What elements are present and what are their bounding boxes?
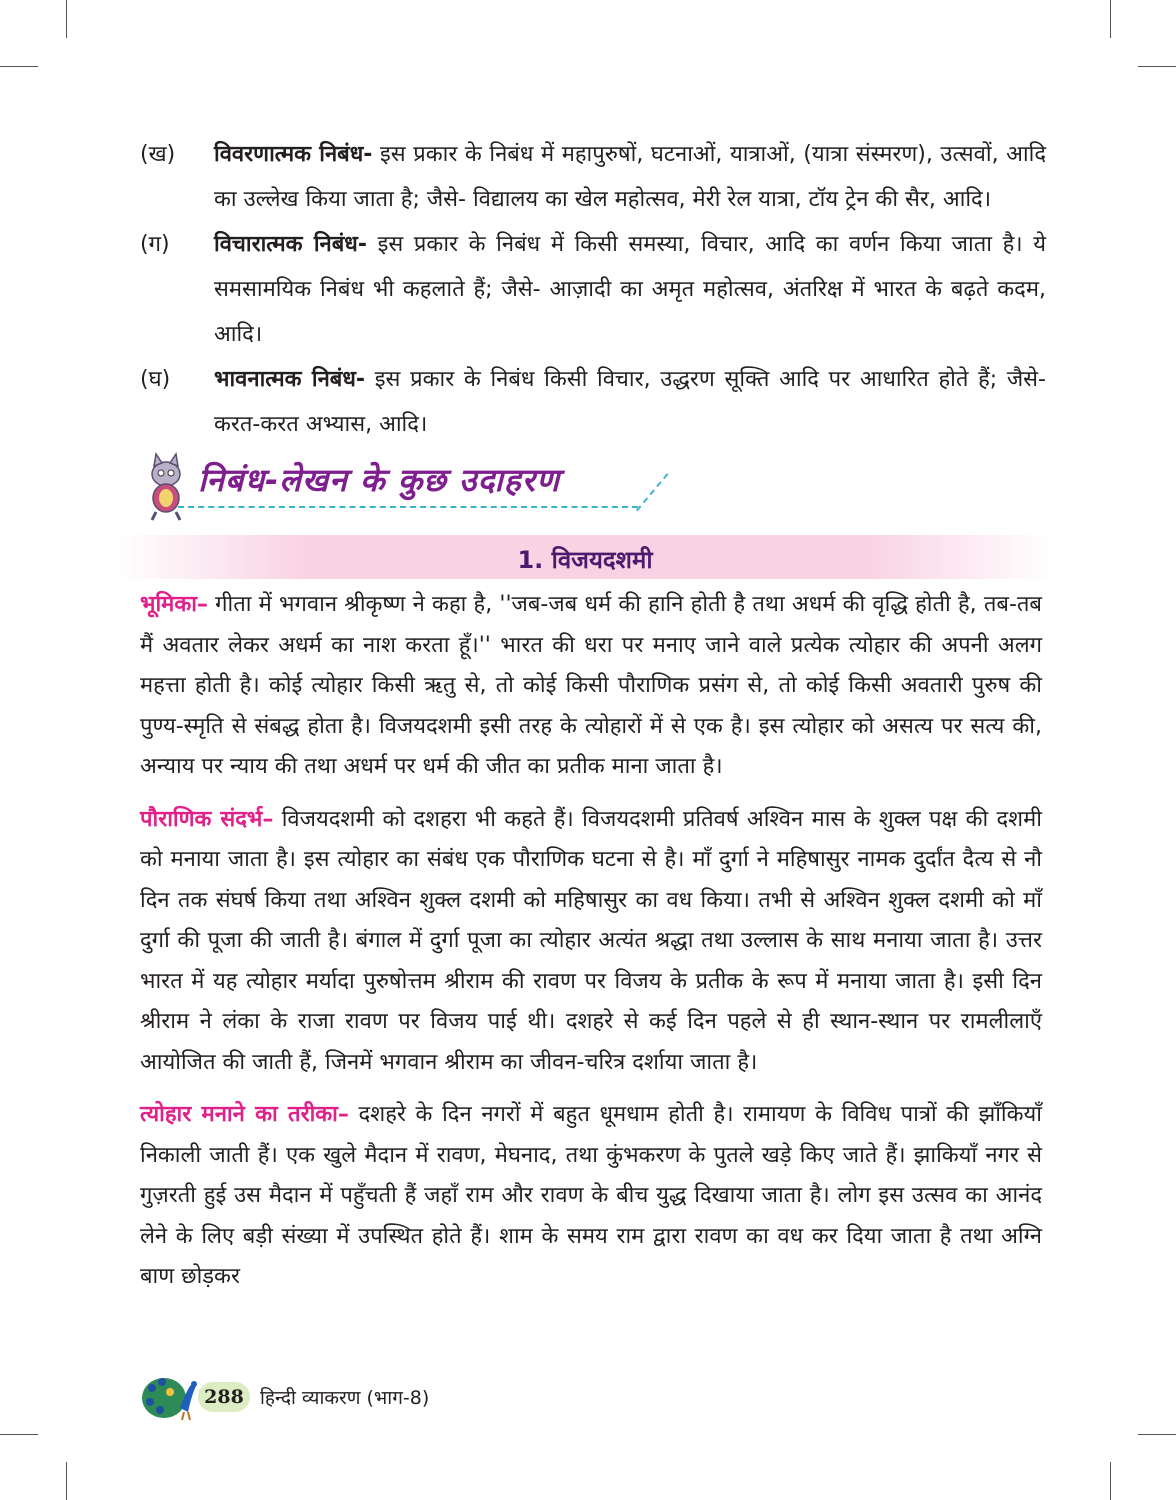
crop-mark bbox=[0, 1434, 38, 1435]
paragraph-text: दशहरे के दिन नगरों में बहुत धूमधाम होती है। रामायण के विविध पात्रों की झाँकियाँ निकाली जाती हैं। एक खुले मैदान में रावण, मेघनाद, तथा कुंभकरण के पुतले खड़े किए जाते हैं। झाकियाँ नगर से गुज़रती हुई उस मैदान में पहुँचती हैं जहाँ राम और रावण के बीच युद्ध दिखाया जाता है। लोग इस उत्सव का आनंद लेने के लिए बड़ी संख्या में उपस्थित होते हैं। शाम के समय राम द्वारा रावण का वध कर दिया जाता है तथा अग्नि बाण छोड़कर bbox=[140, 1102, 1042, 1289]
paragraph bbox=[140, 585, 1042, 788]
paragraph-text: विजयदशमी को दशहरा भी कहते हैं। विजयदशमी प्रतिवर्ष अश्विन मास के शुक्ल पक्ष की दशमी को मनाया जाता है। इस त्योहार का संबंध एक पौराणिक घटना से है। माँ दुर्गा ने महिषासुर नामक दुर्दांत दैत्य से नौ दिन तक संघर्ष किया तथा अश्विन शुक्ल दशमी को महिषासुर का वध किया। तभी से अश्विन शुक्ल दशमी को माँ दुर्गा की पूजा की जाती है। बंगाल में दुर्गा पूजा का त्योहार अत्यंत श्रद्धा तथा उल्लास के साथ मनाया जाता है। उत्तर भारत में यह त्योहार मर्यादा पुरुषोत्तम श्रीराम की रावण पर विजय के प्रतीक के रूप में मनाया जाता है। इसी दिन श्रीराम ने लंका के राजा रावण पर विजय पाई थी। दशहरे से कई दिन पहले से ही स्थान-स्थान पर रामलीलाएँ आयोजित की जाती हैं, जिनमें भगवान श्रीराम का जीवन-चरित्र दर्शाया जाता है। bbox=[140, 806, 1042, 1075]
list-text: इस प्रकार के निबंध में महापुरुषों, घटनाओं, यात्राओं, (यात्रा संस्मरण), उत्सवों, आदि का उल्लेख किया जाता है; जैसे- विद्यालय का खेल महोत्सव, मेरी रेल यात्रा, टॉय ट्रेन की सैर, आदि। bbox=[214, 142, 1047, 212]
cat-mascot-icon bbox=[138, 452, 194, 522]
crop-mark bbox=[1138, 1434, 1176, 1435]
list-item bbox=[140, 132, 1046, 222]
paragraph bbox=[140, 800, 1042, 1084]
crop-mark bbox=[1138, 66, 1176, 67]
list-marker: (ख) bbox=[140, 142, 176, 167]
book-title: हिन्दी व्याकरण (भाग-8) bbox=[260, 1387, 430, 1409]
essay-types-list bbox=[140, 132, 1046, 447]
list-item bbox=[140, 222, 1046, 357]
crop-mark bbox=[0, 66, 38, 67]
essay-body bbox=[140, 585, 1042, 1310]
list-text: इस प्रकार के निबंध में किसी समस्या, विचार, आदि का वर्णन किया जाता है। ये समसामयिक निबंध भी कहलाते हैं; जैसे- आज़ादी का अमृत महोत्सव, अंतरिक्ष में भारत के बढ़ते कदम, आदि। bbox=[214, 232, 1046, 347]
page-footer bbox=[140, 1372, 540, 1422]
list-term: भावनात्मक निबंध- bbox=[214, 367, 366, 392]
list-item bbox=[140, 357, 1046, 447]
peacock-icon bbox=[140, 1372, 202, 1422]
banner-title: निबंध-लेखन के कुछ उदाहरण bbox=[198, 461, 560, 499]
crop-mark bbox=[66, 0, 67, 38]
paragraph-lead: त्योहार मनाने का तरीका– bbox=[140, 1102, 349, 1127]
essay-title: 1. विजयदशमी bbox=[517, 546, 653, 574]
list-term: विचारात्मक निबंध- bbox=[214, 232, 367, 257]
crop-mark bbox=[1110, 1462, 1111, 1500]
list-term: विवरणात्मक निबंध- bbox=[214, 142, 373, 167]
crop-mark bbox=[1110, 0, 1111, 38]
banner-underline bbox=[178, 506, 638, 508]
paragraph-lead: पौराणिक संदर्भ– bbox=[140, 806, 274, 832]
paragraph-lead: भूमिका– bbox=[140, 592, 208, 617]
list-text: इस प्रकार के निबंध किसी विचार, उद्धरण सूक्ति आदि पर आधारित होते हैं; जैसे- करत-करत अभ्यास, आदि। bbox=[214, 367, 1046, 437]
paragraph bbox=[140, 1095, 1042, 1298]
crop-mark bbox=[66, 1462, 67, 1500]
paragraph-text: गीता में भगवान श्रीकृष्ण ने कहा है, ''जब-जब धर्म की हानि होती है तथा अधर्म की वृद्धि होती है, तब-तब मैं अवतार लेकर अधर्म का नाश करता हूँ।'' भारत की धरा पर मनाए जाने वाले प्रत्येक त्योहार की अपनी अलग महत्ता होती है। कोई त्योहार किसी ऋतु से, तो कोई किसी पौराणिक प्रसंग से, तो कोई किसी अवतारी पुरुष की पुण्य-स्मृति से संबद्ध होता है। विजयदशमी इसी तरह के त्योहारों में से एक है। इस त्योहार को असत्य पर सत्य की, अन्याय पर न्याय की तथा अधर्म पर धर्म की जीत का प्रतीक माना जाता है। bbox=[140, 592, 1042, 779]
banner-slash bbox=[636, 473, 670, 512]
essay-heading-band bbox=[115, 535, 1055, 579]
list-marker: (ग) bbox=[140, 232, 170, 257]
list-marker: (घ) bbox=[140, 367, 171, 392]
page-number: 288 bbox=[198, 1382, 250, 1412]
examples-banner bbox=[138, 452, 698, 524]
